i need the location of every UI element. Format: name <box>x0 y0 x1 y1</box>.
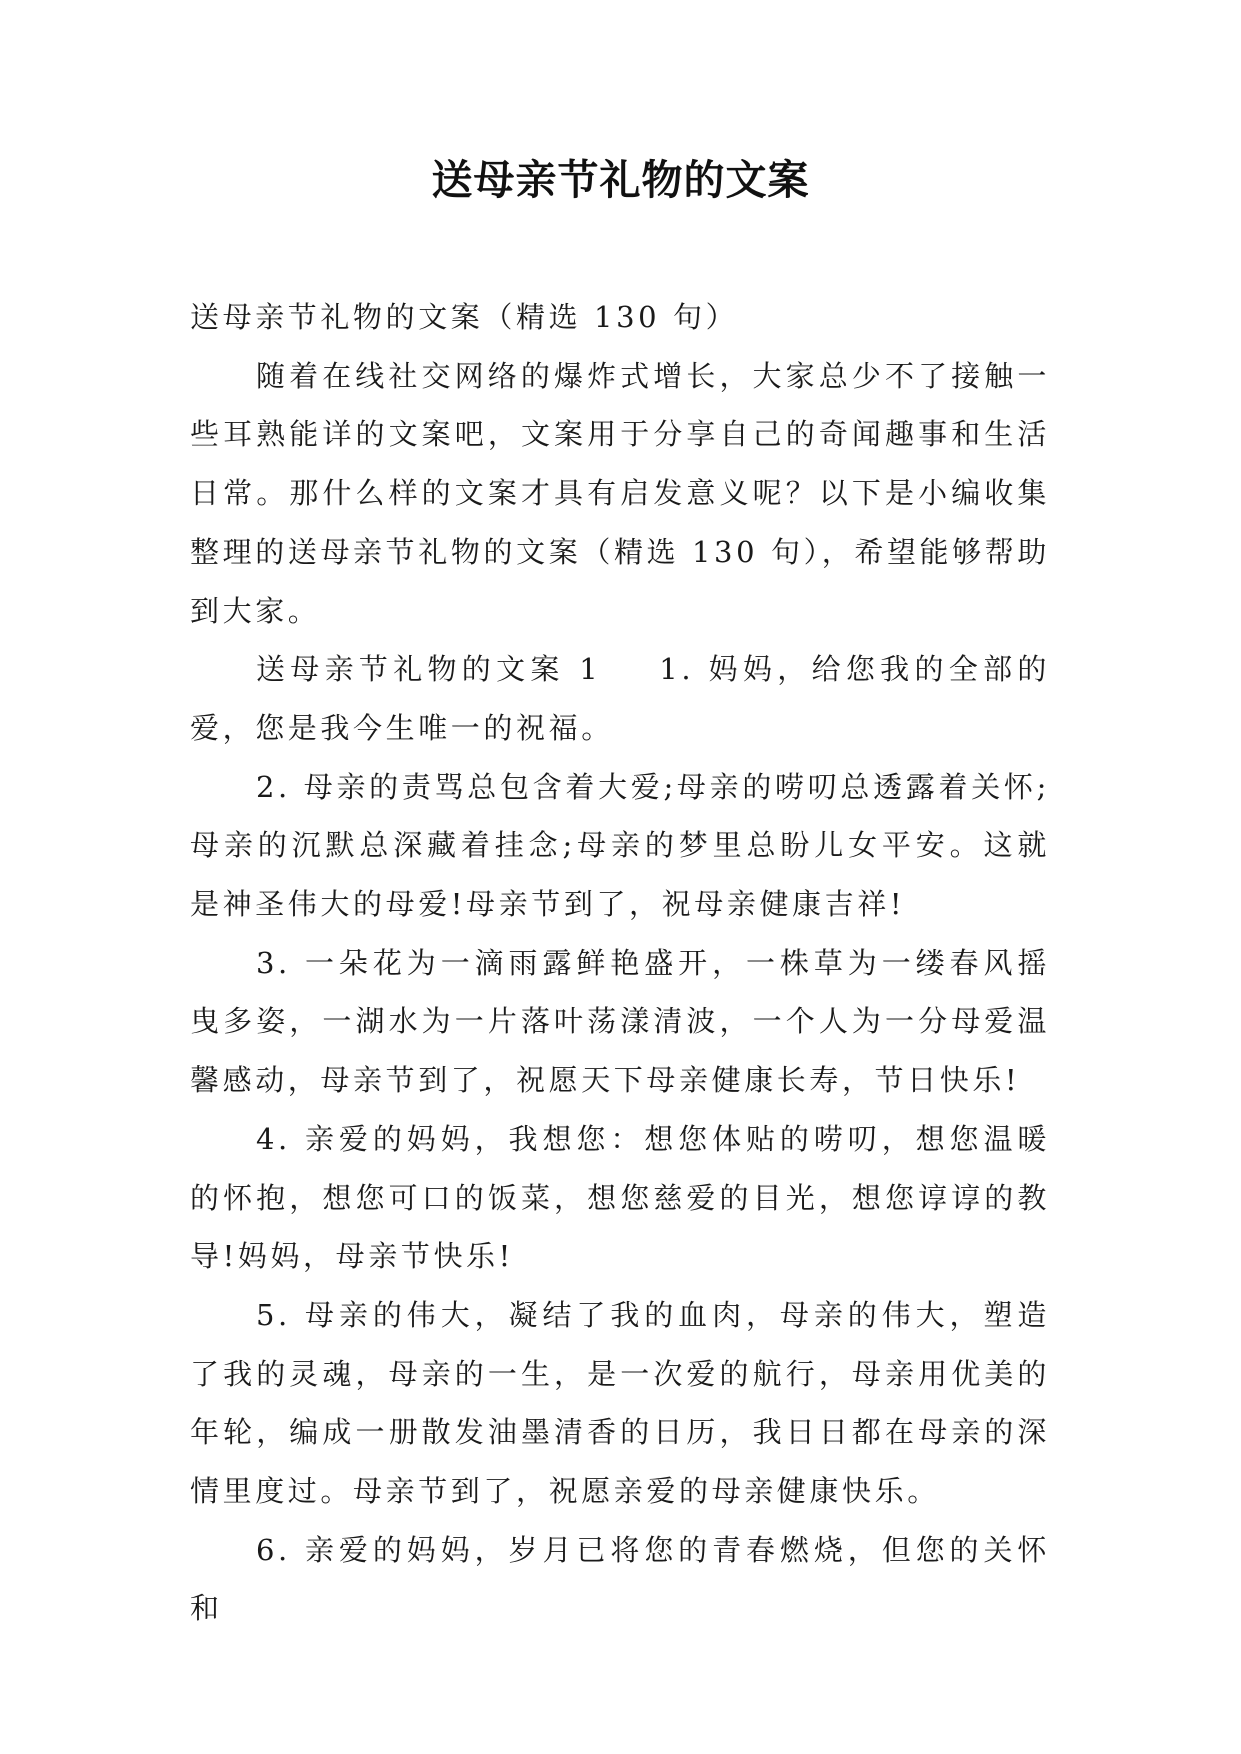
section-heading: 送母亲节礼物的文案 1 <box>256 652 602 687</box>
list-item: 3. 一朵花为一滴雨露鲜艳盛开，一株草为一缕春风摇曳多姿，一湖水为一片落叶荡漾清波，一个人为一分母爱温馨感动，母亲节到了，祝愿天下母亲健康长寿，节日快乐! <box>190 945 1050 1098</box>
document-body <box>190 288 1050 1638</box>
list-item: 2. 母亲的责骂总包含着大爱;母亲的唠叨总透露着关怀;母亲的沉默总深藏着挂念;母亲的梦里总盼儿女平安。这就是神圣伟大的母爱!母亲节到了，祝母亲健康吉祥! <box>190 769 1050 922</box>
list-item: 1. 妈妈，给您我的全部的爱，您是我今生唯一的祝福。 <box>190 652 1050 745</box>
document-title: 送母亲节礼物的文案 <box>431 156 810 204</box>
intro-paragraph: 随着在线社交网络的爆炸式增长，大家总少不了接触一些耳熟能详的文案吧，文案用于分享自己的奇闻趣事和生活日常。那什么样的文案才具有启发意义呢？以下是小编收集整理的送母亲节礼物的文案（精选 130 句），希望能够帮助到大家。 <box>190 358 1050 628</box>
list-item: 6. 亲爱的妈妈，岁月已将您的青春燃烧，但您的关怀和 <box>190 1532 1050 1626</box>
document-subtitle: 送母亲节礼物的文案（精选 130 句） <box>190 300 739 334</box>
section-paragraph <box>190 640 1050 757</box>
list-item: 4. 亲爱的妈妈，我想您：想您体贴的唠叨，想您温暖的怀抱，想您可口的饭菜，想您慈爱的目光，想您谆谆的教导!妈妈，母亲节快乐! <box>190 1121 1050 1274</box>
list-item: 5. 母亲的伟大，凝结了我的血肉，母亲的伟大，塑造了我的灵魂，母亲的一生，是一次爱的航行，母亲用优美的年轮，编成一册散发油墨清香的日历，我日日都在母亲的深情里度过。母亲节到了，祝愿亲爱的母亲健康快乐。 <box>190 1297 1050 1509</box>
